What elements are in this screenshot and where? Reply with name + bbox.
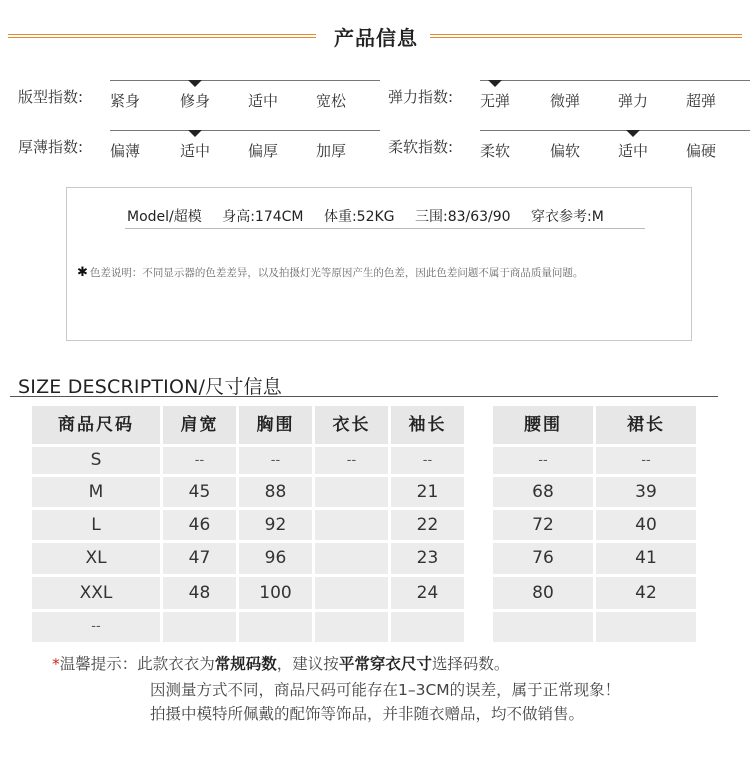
table-cell: -- (315, 447, 388, 474)
model-measurements: 三围:83/63/90 (414, 209, 511, 225)
model-name: Model/超模 (127, 209, 202, 225)
table-cell: 76 (493, 543, 593, 574)
index-option: 偏硬 (686, 142, 717, 160)
table-header-cell: 袖长 (391, 406, 464, 444)
index-option: 偏软 (550, 142, 581, 160)
model-weight: 体重:52KG (323, 209, 395, 225)
tips-line-2: 因测量方式不同，商品尺码可能存在1–3CM的误差，属于正常现象！ (150, 681, 621, 699)
table-cell: 45 (163, 477, 236, 507)
model-stats (127, 206, 620, 226)
table-cell: -- (391, 447, 464, 474)
index-label: 弹力指数: (388, 88, 454, 106)
table-cell: -- (32, 612, 160, 642)
table-cell (315, 612, 388, 642)
table-cell: 39 (596, 477, 696, 507)
tips-text-a: 此款衣衣为 (137, 655, 215, 673)
index-option: 加厚 (316, 142, 347, 160)
table-header-cell: 肩宽 (163, 406, 236, 444)
index-option: 超弹 (686, 92, 717, 110)
table-cell (315, 577, 388, 609)
tips-line-3: 拍摄中模特所佩戴的配饰等饰品，并非随衣赠品，均不做销售。 (150, 705, 585, 723)
index-marker-icon (488, 80, 502, 87)
tips-text-c: 选择码数。 (431, 655, 510, 673)
table-header-cell: 衣长 (315, 406, 388, 444)
index-track (110, 80, 380, 81)
size-section-title: SIZE DESCRIPTION/尺寸信息 (18, 376, 282, 398)
table-cell (315, 477, 388, 507)
table-cell (239, 612, 312, 642)
table-cell: -- (163, 447, 236, 474)
table-cell: 41 (596, 543, 696, 574)
index-marker-icon (188, 80, 202, 87)
table-cell: XL (32, 543, 160, 574)
index-label: 厚薄指数: (18, 138, 84, 156)
table-header-cell: 裙长 (596, 406, 696, 444)
table-header-cell: 腰围 (493, 406, 593, 444)
model-info-box (66, 187, 692, 341)
index-option: 适中 (180, 142, 211, 160)
model-underline (125, 228, 645, 229)
table-cell: M (32, 477, 160, 507)
color-note-text: 色差说明：不同显示器的色差差异，以及拍摄灯光等原因产生的色差，因此色差问题不属于商品质量问题。 (89, 267, 584, 279)
index-option: 无弹 (480, 92, 511, 110)
table-cell: 48 (163, 577, 236, 609)
model-size-reference: 穿衣参考:M (531, 209, 604, 225)
index-row (18, 80, 378, 120)
table-cell: 22 (391, 510, 464, 540)
model-height: 身高:174CM (222, 209, 304, 225)
index-track (480, 80, 750, 81)
tips-line-1 (52, 652, 509, 674)
asterisk-icon: ✱ (77, 265, 88, 280)
table-cell: 96 (239, 543, 312, 574)
table-cell: 47 (163, 543, 236, 574)
index-option: 适中 (618, 142, 649, 160)
section-header (0, 14, 750, 58)
table-cell: 80 (493, 577, 593, 609)
table-cell: S (32, 447, 160, 474)
table-cell (493, 612, 593, 642)
index-row (388, 80, 748, 120)
index-track (110, 130, 380, 131)
index-option: 紧身 (110, 92, 141, 110)
table-cell: 72 (493, 510, 593, 540)
tips-bold-b: 平常穿衣尺寸 (338, 655, 432, 673)
table-cell: L (32, 510, 160, 540)
color-note (77, 265, 583, 280)
index-option: 弹力 (618, 92, 649, 110)
table-header-cell: 胸围 (239, 406, 312, 444)
table-cell: -- (493, 447, 593, 474)
table-cell: 42 (596, 577, 696, 609)
tips-asterisk: * (52, 655, 60, 673)
table-cell: 100 (239, 577, 312, 609)
index-label: 版型指数: (18, 88, 84, 106)
table-cell: 92 (239, 510, 312, 540)
index-option: 微弹 (550, 92, 581, 110)
table-cell: 88 (239, 477, 312, 507)
table-cell: -- (239, 447, 312, 474)
table-cell: 24 (391, 577, 464, 609)
index-marker-icon (188, 130, 202, 137)
table-cell: 40 (596, 510, 696, 540)
index-track (480, 130, 750, 131)
index-option: 宽松 (316, 92, 347, 110)
table-cell: -- (596, 447, 696, 474)
table-cell (315, 510, 388, 540)
tips-lead: 温馨提示： (59, 655, 138, 673)
size-section-rule (10, 396, 718, 397)
index-marker-icon (626, 130, 640, 137)
index-option: 修身 (180, 92, 211, 110)
table-cell (163, 612, 236, 642)
section-title: 产品信息 (334, 26, 418, 50)
index-label: 柔软指数: (388, 138, 454, 156)
tips-text-b: ，建议按 (276, 655, 339, 673)
table-cell: 23 (391, 543, 464, 574)
index-option: 偏薄 (110, 142, 141, 160)
table-cell: XXL (32, 577, 160, 609)
index-option: 柔软 (480, 142, 511, 160)
table-cell: 46 (163, 510, 236, 540)
table-header-cell: 商品尺码 (32, 406, 160, 444)
index-option: 偏厚 (248, 142, 279, 160)
table-cell: 68 (493, 477, 593, 507)
table-cell (596, 612, 696, 642)
table-cell: 21 (391, 477, 464, 507)
index-row (388, 130, 748, 170)
table-cell (315, 543, 388, 574)
tips-bold-a: 常规码数 (214, 655, 277, 673)
table-cell (391, 612, 464, 642)
index-row (18, 130, 378, 170)
header-divider-right (430, 34, 742, 38)
header-divider-left (8, 34, 316, 38)
index-option: 适中 (248, 92, 279, 110)
